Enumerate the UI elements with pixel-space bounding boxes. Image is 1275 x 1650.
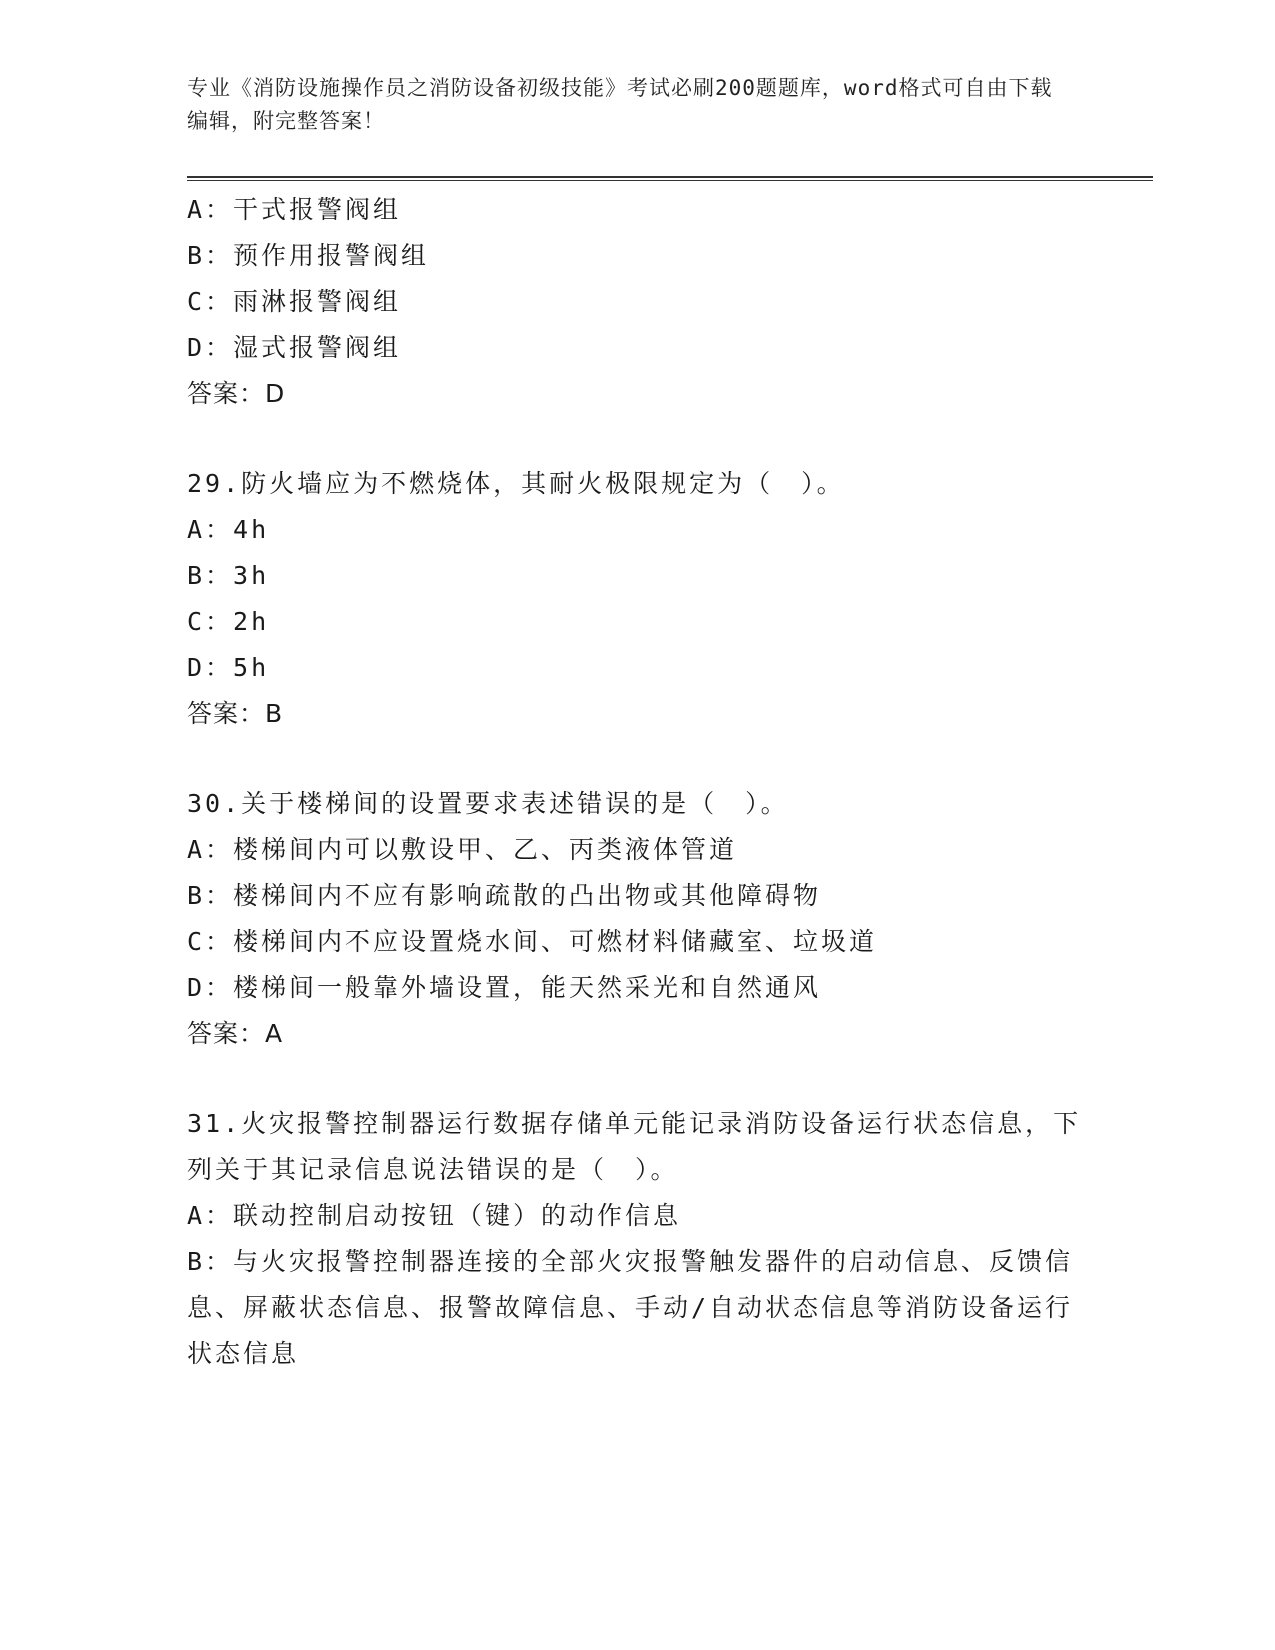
- question-30-text: 30.关于楼梯间的设置要求表述错误的是（ ）。: [187, 789, 789, 818]
- spacer: [187, 1057, 1087, 1101]
- question-28-option-c: C：雨淋报警阀组: [187, 287, 402, 316]
- question-28-answer: 答案：D: [187, 379, 286, 408]
- question-29-text: 29.防火墙应为不燃烧体，其耐火极限规定为（ ）。: [187, 469, 845, 498]
- header-divider: [187, 176, 1153, 181]
- question-31-option-a: A：联动控制启动按钮（键）的动作信息: [187, 1201, 682, 1230]
- question-30-answer: 答案：A: [187, 1019, 284, 1048]
- question-29-option-d: D：5h: [187, 653, 270, 682]
- question-30-block: [187, 781, 1087, 1057]
- question-31-block: [187, 1101, 1087, 1377]
- question-28-option-a: A：干式报警阀组: [187, 195, 402, 224]
- question-29-option-c: C：2h: [187, 607, 270, 636]
- document-header: 专业《消防设施操作员之消防设备初级技能》考试必刷200题题库，word格式可自由下载编辑，附完整答案！: [187, 76, 1053, 133]
- question-30-option-b: B：楼梯间内不应有影响疏散的凸出物或其他障碍物: [187, 881, 822, 910]
- question-28-block: [187, 187, 1087, 417]
- question-29-answer: 答案：B: [187, 699, 284, 728]
- question-content: [187, 187, 1087, 1377]
- question-30-option-c: C：楼梯间内不应设置烧水间、可燃材料储藏室、垃圾道: [187, 927, 878, 956]
- question-30-option-d: D：楼梯间一般靠外墙设置，能天然采光和自然通风: [187, 973, 822, 1002]
- spacer: [187, 737, 1087, 781]
- question-29-block: [187, 461, 1087, 737]
- question-31-text: 31.火灾报警控制器运行数据存储单元能记录消防设备运行状态信息，下列关于其记录信息说法错误的是（ ）。: [187, 1109, 1082, 1184]
- question-29-option-a: A：4h: [187, 515, 270, 544]
- question-29-option-b: B：3h: [187, 561, 270, 590]
- spacer: [187, 417, 1087, 461]
- question-28-option-d: D：湿式报警阀组: [187, 333, 402, 362]
- question-30-option-a: A：楼梯间内可以敷设甲、乙、丙类液体管道: [187, 835, 738, 864]
- question-31-option-b: B：与火灾报警控制器连接的全部火灾报警触发器件的启动信息、反馈信息、屏蔽状态信息、报警故障信息、手动/自动状态信息等消防设备运行状态信息: [187, 1247, 1074, 1368]
- question-28-option-b: B：预作用报警阀组: [187, 241, 430, 270]
